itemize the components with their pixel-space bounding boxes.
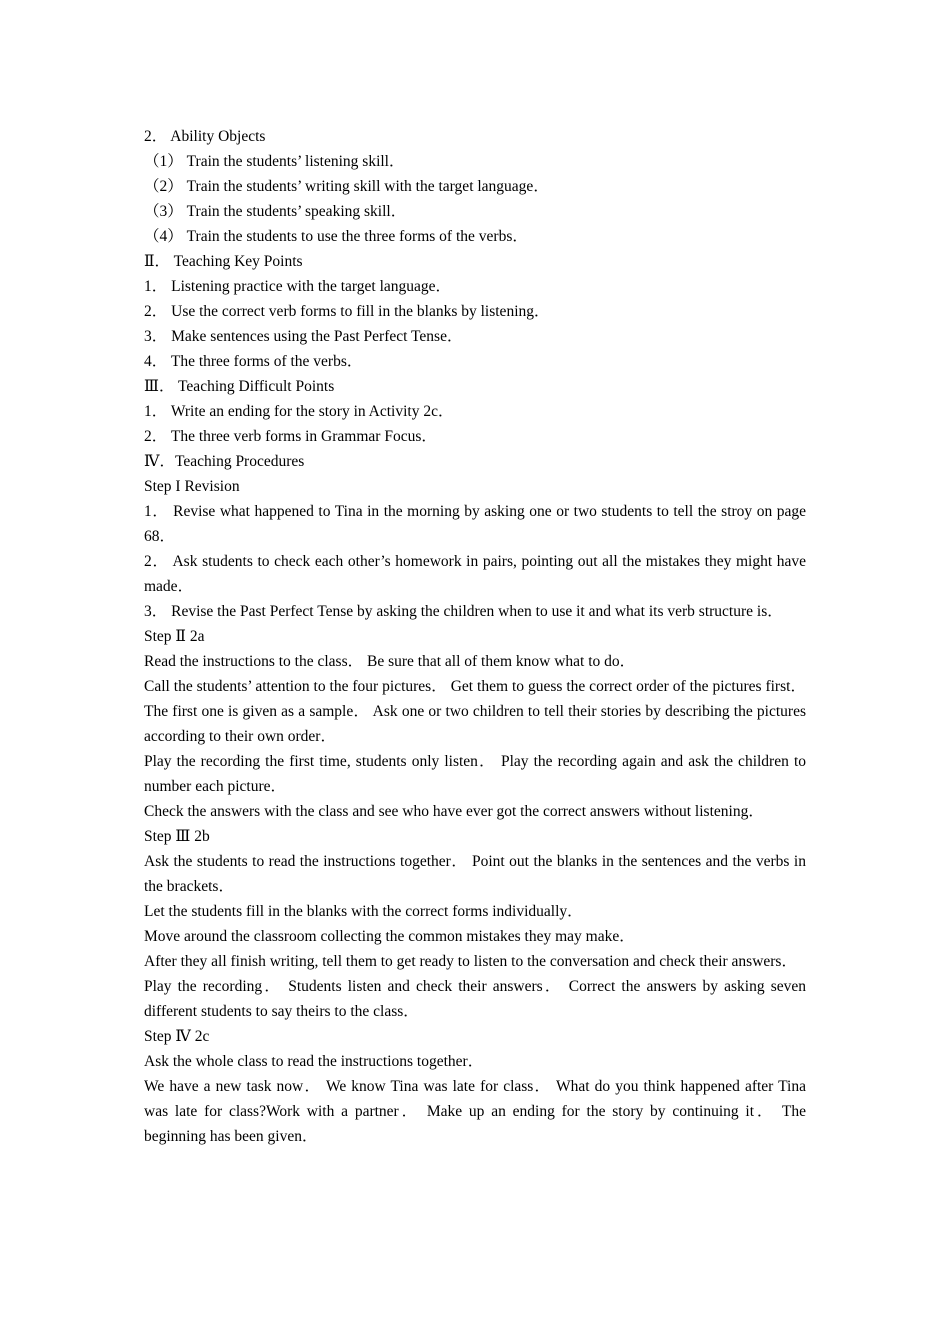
- text-line: Step Ⅲ 2b: [144, 828, 210, 845]
- text-line: Ask the whole class to read the instructions together．: [144, 1053, 484, 1070]
- text-line: （3） Train the students’ speaking skill．: [144, 203, 407, 220]
- text-line: Ⅳ．Teaching Procedures: [144, 453, 305, 470]
- document-body: [144, 124, 810, 1149]
- text-line: （2） Train the students’ writing skill with the target language．: [144, 178, 549, 195]
- text-line: Check the answers with the class and see who have ever got the correct answers without listening．: [144, 803, 764, 820]
- text-line: We have a new task now． We know Tina was late for class． What do you think happened after Tina was late for class?Work with a partner． Make up an ending for the story by continuing it． The beginning has been given．: [144, 1078, 810, 1145]
- text-line: Step Ⅳ 2c: [144, 1028, 210, 1045]
- text-line: 2． Ask students to check each other’s homework in pairs, pointing out all the mistakes they might have made．: [144, 553, 810, 595]
- text-line: 2． Ability Objects: [144, 128, 266, 145]
- text-line: Play the recording the first time, students only listen． Play the recording again and ask the children to number each picture．: [144, 753, 810, 795]
- text-line: 1． Listening practice with the target language．: [144, 278, 452, 295]
- text-line: 4． The three forms of the verbs．: [144, 353, 363, 370]
- text-line: 2． Use the correct verb forms to fill in the blanks by listening．: [144, 303, 550, 320]
- text-line: Ⅱ． Teaching Key Points: [144, 253, 303, 270]
- text-line: 3． Revise the Past Perfect Tense by asking the children when to use it and what its verb structure is．: [144, 603, 783, 620]
- text-line: （1） Train the students’ listening skill．: [144, 153, 405, 170]
- text-line: Ⅲ． Teaching Difficult Points: [144, 378, 335, 395]
- text-line: After they all finish writing, tell them to get ready to listen to the conversation and check their answers．: [144, 953, 797, 970]
- text-line: Let the students fill in the blanks with the correct forms individually．: [144, 903, 583, 920]
- text-line: 3． Make sentences using the Past Perfect Tense．: [144, 328, 463, 345]
- text-line: Read the instructions to the class． Be sure that all of them know what to do．: [144, 653, 636, 670]
- text-line: Step Ⅱ 2a: [144, 628, 205, 645]
- text-line: Call the students’ attention to the four pictures． Get them to guess the correct order of the pictures first． The first one is given as a sample． Ask one or two children to tell their stories by describing the pictures according to their own order．: [144, 678, 810, 745]
- text-line: Ask the students to read the instructions together． Point out the blanks in the sentences and the verbs in the brackets．: [144, 853, 810, 895]
- text-line: 1． Write an ending for the story in Activity 2c．: [144, 403, 454, 420]
- text-line: Play the recording． Students listen and check their answers． Correct the answers by asking seven different students to say theirs to the class．: [144, 978, 810, 1020]
- text-line: 2． The three verb forms in Grammar Focus．: [144, 428, 437, 445]
- text-line: Step I Revision: [144, 478, 240, 495]
- text-line: （4） Train the students to use the three forms of the verbs．: [144, 228, 528, 245]
- text-line: Move around the classroom collecting the common mistakes they may make．: [144, 928, 635, 945]
- text-line: 1． Revise what happened to Tina in the morning by asking one or two students to tell the stroy on page 68．: [144, 503, 810, 545]
